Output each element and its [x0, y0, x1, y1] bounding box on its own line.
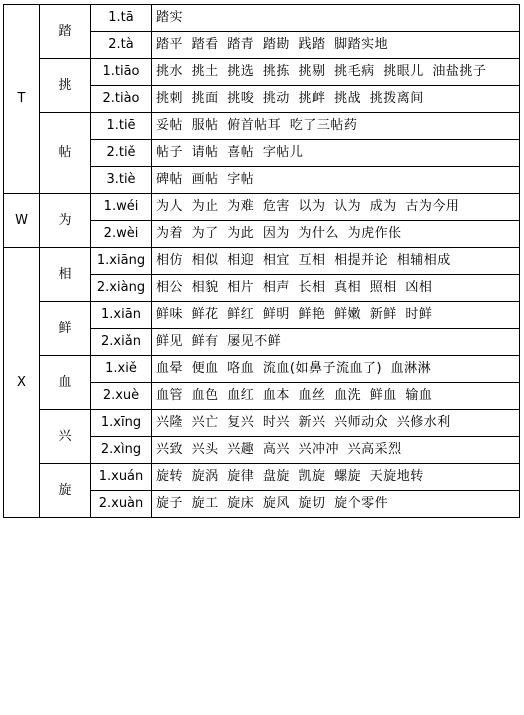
table-row [4, 5, 520, 32]
pinyin-cell: 2.xuè [91, 383, 152, 410]
pinyin-cell: 2.xiàng [91, 275, 152, 302]
example-words-cell: 血管 血色 血红 血本 血丝 血洗 鲜血 输血 [152, 383, 520, 410]
pinyin-cell: 2.wèi [91, 221, 152, 248]
pinyin-cell: 1.xiāng [91, 248, 152, 275]
example-words-cell: 兴隆 兴亡 复兴 时兴 新兴 兴师动众 兴修水利 [152, 410, 520, 437]
pinyin-cell: 1.xuán [91, 464, 152, 491]
character-cell: 鲜 [40, 302, 91, 356]
character-cell: 相 [40, 248, 91, 302]
example-words-cell: 挑刺 挑面 挑唆 挑动 挑衅 挑战 挑拨离间 [152, 86, 520, 113]
example-words-cell: 相公 相貌 相片 相声 长相 真相 照相 凶相 [152, 275, 520, 302]
pinyin-cell: 2.xiǎn [91, 329, 152, 356]
example-words-cell: 帖子 请帖 喜帖 字帖儿 [152, 140, 520, 167]
character-cell: 血 [40, 356, 91, 410]
example-words-cell: 踏实 [152, 5, 520, 32]
pinyin-cell: 1.tiāo [91, 59, 152, 86]
initial-letter-cell: X [4, 248, 40, 518]
example-words-cell: 旋转 旋涡 旋律 盘旋 凯旋 螺旋 天旋地转 [152, 464, 520, 491]
pinyin-cell: 3.tiè [91, 167, 152, 194]
initial-letter-cell: W [4, 194, 40, 248]
table-body [4, 5, 520, 518]
initial-letter-cell: T [4, 5, 40, 194]
table-row [4, 302, 520, 329]
pinyin-cell: 1.xiān [91, 302, 152, 329]
pinyin-cell: 2.xìng [91, 437, 152, 464]
example-words-cell: 妥帖 服帖 俯首帖耳 吃了三帖药 [152, 113, 520, 140]
example-words-cell: 碑帖 画帖 字帖 [152, 167, 520, 194]
character-cell: 挑 [40, 59, 91, 113]
table-row [4, 113, 520, 140]
example-words-cell: 血晕 便血 咯血 流血(如鼻子流血了) 血淋淋 [152, 356, 520, 383]
pinyin-cell: 1.wéi [91, 194, 152, 221]
example-words-cell: 兴致 兴头 兴趣 高兴 兴冲冲 兴高采烈 [152, 437, 520, 464]
example-words-cell: 为人 为止 为难 危害 以为 认为 成为 古为今用 [152, 194, 520, 221]
character-cell: 踏 [40, 5, 91, 59]
character-cell: 旋 [40, 464, 91, 518]
pinyin-cell: 1.xiě [91, 356, 152, 383]
pinyin-cell: 2.tiě [91, 140, 152, 167]
table-row [4, 194, 520, 221]
pinyin-cell: 1.xīng [91, 410, 152, 437]
polyphone-table [3, 4, 520, 518]
table-row [4, 248, 520, 275]
example-words-cell: 鲜见 鲜有 屡见不鲜 [152, 329, 520, 356]
table-row [4, 410, 520, 437]
table-row [4, 356, 520, 383]
character-cell: 为 [40, 194, 91, 248]
table-row [4, 464, 520, 491]
example-words-cell: 旋子 旋工 旋床 旋风 旋切 旋个零件 [152, 491, 520, 518]
table-row [4, 59, 520, 86]
pinyin-cell: 1.tiē [91, 113, 152, 140]
pinyin-cell: 2.tà [91, 32, 152, 59]
example-words-cell: 鲜味 鲜花 鲜红 鲜明 鲜艳 鲜嫩 新鲜 时鲜 [152, 302, 520, 329]
example-words-cell: 相仿 相似 相迎 相宜 互相 相提并论 相辅相成 [152, 248, 520, 275]
pinyin-cell: 2.xuàn [91, 491, 152, 518]
example-words-cell: 挑水 挑土 挑选 挑拣 挑剔 挑毛病 挑眼儿 油盐挑子 [152, 59, 520, 86]
character-cell: 兴 [40, 410, 91, 464]
example-words-cell: 为着 为了 为此 因为 为什么 为虎作伥 [152, 221, 520, 248]
character-cell: 帖 [40, 113, 91, 194]
pinyin-cell: 1.tā [91, 5, 152, 32]
pinyin-cell: 2.tiào [91, 86, 152, 113]
example-words-cell: 踏平 踏看 踏青 踏勘 践踏 脚踏实地 [152, 32, 520, 59]
